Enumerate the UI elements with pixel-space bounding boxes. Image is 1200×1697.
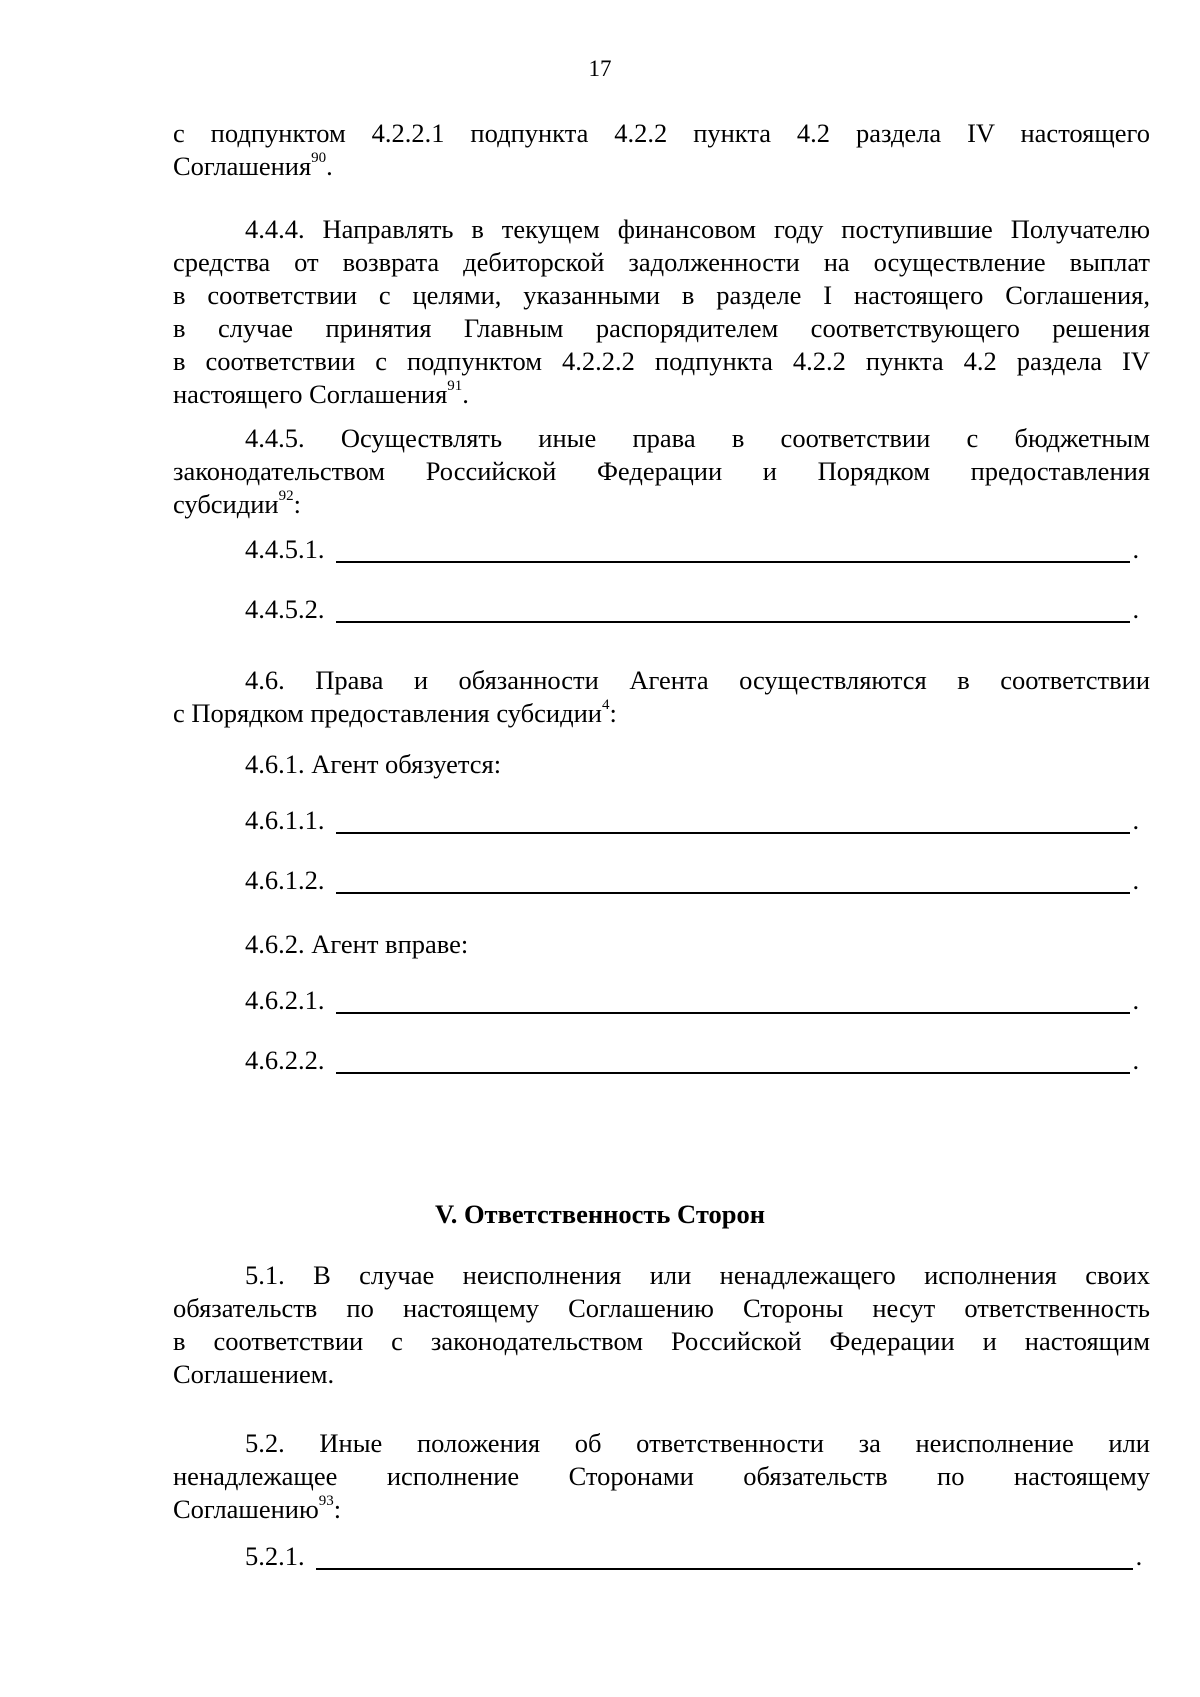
end-period: . <box>1132 534 1140 564</box>
text-line <box>173 1460 1150 1493</box>
text-run: : <box>609 698 617 728</box>
end-period: . <box>1135 1541 1143 1571</box>
paragraph-4-6-2: 4.6.2. Агент вправе: <box>245 929 469 959</box>
text-line <box>173 1427 1150 1460</box>
text-run: с Порядком предоставления субсидии <box>173 698 602 728</box>
blank-underline <box>336 808 1130 834</box>
page-number: 17 <box>588 56 612 81</box>
text-line <box>173 455 1150 488</box>
text-run: в соответствии с законодательством Российской Федерации и настоящим <box>173 1326 1150 1356</box>
text-run: настоящего Соглашения <box>173 379 448 409</box>
text-line <box>173 150 1150 183</box>
text-line <box>173 345 1150 378</box>
text-line <box>173 117 1150 150</box>
text-run: в случае принятия Главным распорядителем соответствующего решения <box>173 313 1150 343</box>
text-line <box>173 312 1150 345</box>
blank-underline <box>336 537 1130 563</box>
text-run: : <box>333 1494 342 1524</box>
section-heading: V. Ответственность Сторон <box>434 1199 766 1229</box>
paragraph-4-4-4 <box>173 213 1150 411</box>
text-run: средства от возврата дебиторской задолженности на осуществление выплат <box>173 247 1150 277</box>
fill-line-5-2-1 <box>245 1540 1150 1573</box>
text-line <box>173 279 1150 312</box>
text-run: . <box>326 151 333 181</box>
item-number: 4.4.5.2. <box>245 594 325 624</box>
item-number: 4.6.2.1. <box>245 985 325 1015</box>
text-run: в соответствии с подпунктом 4.2.2.2 подпункта 4.2.2 пункта 4.2 раздела IV <box>173 346 1150 376</box>
fill-line-4-6-2-1 <box>245 984 1150 1017</box>
text-run: с подпунктом 4.2.2.1 подпункта 4.2.2 пункта 4.2 раздела IV настоящего <box>173 118 1150 148</box>
text-line <box>173 1493 1150 1526</box>
text-line <box>173 1259 1150 1292</box>
fill-line-4-6-1-2 <box>245 864 1150 897</box>
blank-underline <box>336 988 1130 1014</box>
paragraph-4-6 <box>173 664 1150 730</box>
footnote-ref: 93 <box>318 1493 334 1510</box>
footnote-ref: 4 <box>601 697 610 714</box>
fill-line-4-4-5-2 <box>245 593 1150 626</box>
end-period: . <box>1132 1045 1140 1075</box>
fill-line-4-6-2-2 <box>245 1044 1150 1077</box>
paragraph-4-4-5 <box>173 422 1150 521</box>
text-line <box>173 664 1150 697</box>
item-number: 4.4.5.1. <box>245 534 325 564</box>
item-number: 4.6.2.2. <box>245 1045 325 1075</box>
blank-underline <box>336 597 1130 623</box>
text-line <box>173 422 1150 455</box>
item-number: 5.2.1. <box>245 1541 305 1571</box>
footnote-ref: 90 <box>311 150 327 167</box>
fill-line-4-4-5-1 <box>245 533 1150 566</box>
text-line <box>173 213 1150 246</box>
text-line <box>173 1358 1150 1391</box>
text-run: ненадлежащее исполнение Сторонами обязательств по настоящему <box>173 1461 1150 1491</box>
text-run: 5.1. В случае неисполнения или ненадлежащего исполнения своих <box>245 1260 1150 1290</box>
text-line <box>173 246 1150 279</box>
text-line <box>173 378 1150 411</box>
text-line <box>173 1292 1150 1325</box>
text-run: законодательством Российской Федерации и Порядком предоставления <box>173 456 1150 486</box>
paragraph-5-2 <box>173 1427 1150 1526</box>
paragraph-continuation <box>173 117 1150 183</box>
text-line <box>173 1325 1150 1358</box>
text-run: 4.4.5. Осуществлять иные права в соответствии с бюджетным <box>245 423 1150 453</box>
fill-line-4-6-1-1 <box>245 804 1150 837</box>
text-run: субсидии <box>173 489 279 519</box>
paragraph-4-6-1: 4.6.1. Агент обязуется: <box>245 749 502 779</box>
text-run: 4.4.4. Направлять в текущем финансовом году поступившие Получателю <box>245 214 1150 244</box>
blank-underline <box>336 1048 1130 1074</box>
text-run: 5.2. Иные положения об ответственности за неисполнение или <box>245 1428 1150 1458</box>
text-run: . <box>462 379 469 409</box>
item-number: 4.6.1.1. <box>245 805 325 835</box>
end-period: . <box>1132 805 1140 835</box>
text-run: Соглашением. <box>173 1359 335 1389</box>
paragraph-5-1 <box>173 1259 1150 1391</box>
text-run: Соглашения <box>173 151 312 181</box>
text-line <box>173 488 1150 521</box>
item-number: 4.6.1.2. <box>245 865 325 895</box>
footnote-ref: 92 <box>278 488 294 505</box>
text-run: Соглашению <box>173 1494 319 1524</box>
blank-underline <box>336 868 1130 894</box>
text-run: обязательств по настоящему Соглашению Стороны несут ответственность <box>173 1293 1150 1323</box>
end-period: . <box>1132 594 1140 624</box>
text-run: : <box>293 489 301 519</box>
text-run: 4.6. Права и обязанности Агента осуществляются в соответствии <box>245 665 1150 695</box>
end-period: . <box>1132 865 1140 895</box>
text-run: в соответствии с целями, указанными в разделе I настоящего Соглашения, <box>173 280 1150 310</box>
end-period: . <box>1132 985 1140 1015</box>
text-line <box>173 697 1150 730</box>
blank-underline <box>316 1544 1133 1570</box>
footnote-ref: 91 <box>447 378 463 395</box>
